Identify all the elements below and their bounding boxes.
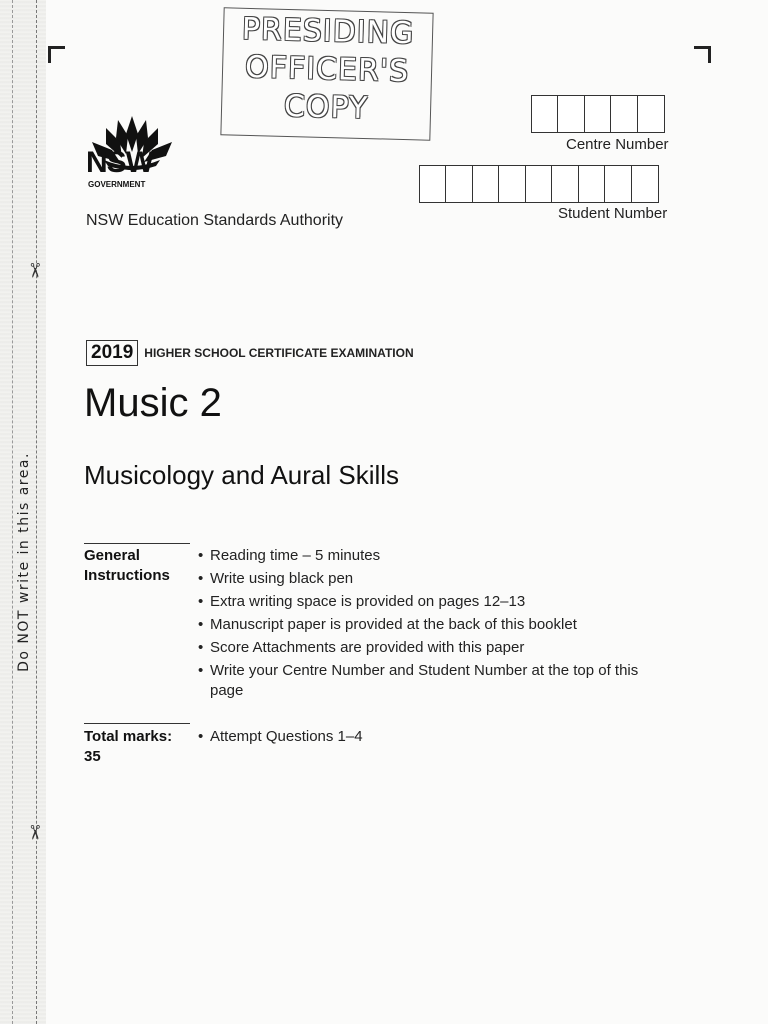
presiding-officer-stamp (220, 7, 433, 140)
total-marks-value: 35 (84, 748, 101, 765)
centre-number-cell[interactable] (557, 95, 585, 133)
total-marks-label (84, 727, 172, 767)
exam-header (86, 340, 414, 366)
student-number-cell[interactable] (631, 165, 659, 203)
instruction-item: • Write your Centre Number and Student Number at the top of this page (196, 661, 640, 701)
instruction-item: • Reading time – 5 minutes (196, 546, 640, 566)
centre-number-cell[interactable] (637, 95, 665, 133)
instruction-item: • Attempt Questions 1–4 (196, 727, 640, 747)
total-marks-list (196, 727, 640, 750)
cut-line (36, 0, 37, 1024)
instruction-item: • Score Attachments are provided with this paper (196, 638, 640, 658)
corner-mark-top-left (48, 46, 65, 63)
label-line: Total marks: (84, 728, 173, 745)
exam-name: HIGHER SCHOOL CERTIFICATE EXAMINATION (144, 346, 414, 360)
margin-warning: Do NOT write in this area. (16, 452, 32, 672)
student-number-boxes[interactable] (420, 165, 659, 203)
section-rule (84, 543, 190, 544)
student-number-label: Student Number (558, 205, 668, 222)
stamp-line: PRESIDING (241, 11, 415, 52)
student-number-cell[interactable] (472, 165, 500, 203)
margin-guide-line (12, 0, 13, 1024)
corner-mark-top-right (694, 46, 711, 63)
section-rule (84, 723, 190, 724)
centre-number-boxes[interactable] (532, 95, 665, 133)
centre-number-cell[interactable] (584, 95, 612, 133)
scissors-icon: ✂ (22, 824, 45, 841)
scissors-icon: ✂ (22, 262, 45, 279)
stamp-line: COPY (283, 88, 369, 127)
general-instructions-list (196, 546, 640, 704)
centre-number-cell[interactable] (610, 95, 638, 133)
general-instructions-label (84, 546, 170, 586)
student-number-cell[interactable] (419, 165, 447, 203)
exam-year: 2019 (86, 340, 138, 366)
student-number-cell[interactable] (578, 165, 606, 203)
stamp-line: OFFICER'S (244, 49, 410, 90)
authority-name: NSW Education Standards Authority (86, 212, 344, 229)
student-number-cell[interactable] (498, 165, 526, 203)
exam-subtitle: Musicology and Aural Skills (84, 460, 400, 490)
instruction-item: • Manuscript paper is provided at the back of this booklet (196, 615, 640, 635)
centre-number-label: Centre Number (566, 136, 669, 153)
student-number-cell[interactable] (525, 165, 553, 203)
instruction-item: • Extra writing space is provided on pages 12–13 (196, 592, 640, 612)
student-number-cell[interactable] (445, 165, 473, 203)
label-line: Instructions (84, 567, 170, 584)
student-number-cell[interactable] (604, 165, 632, 203)
exam-title: Music 2 (84, 381, 222, 425)
label-line: General (84, 547, 140, 564)
logo-wordmark: NSW (86, 146, 153, 179)
student-number-cell[interactable] (551, 165, 579, 203)
centre-number-cell[interactable] (531, 95, 559, 133)
instruction-item: • Write using black pen (196, 569, 640, 589)
logo-subtext: GOVERNMENT (88, 180, 146, 189)
